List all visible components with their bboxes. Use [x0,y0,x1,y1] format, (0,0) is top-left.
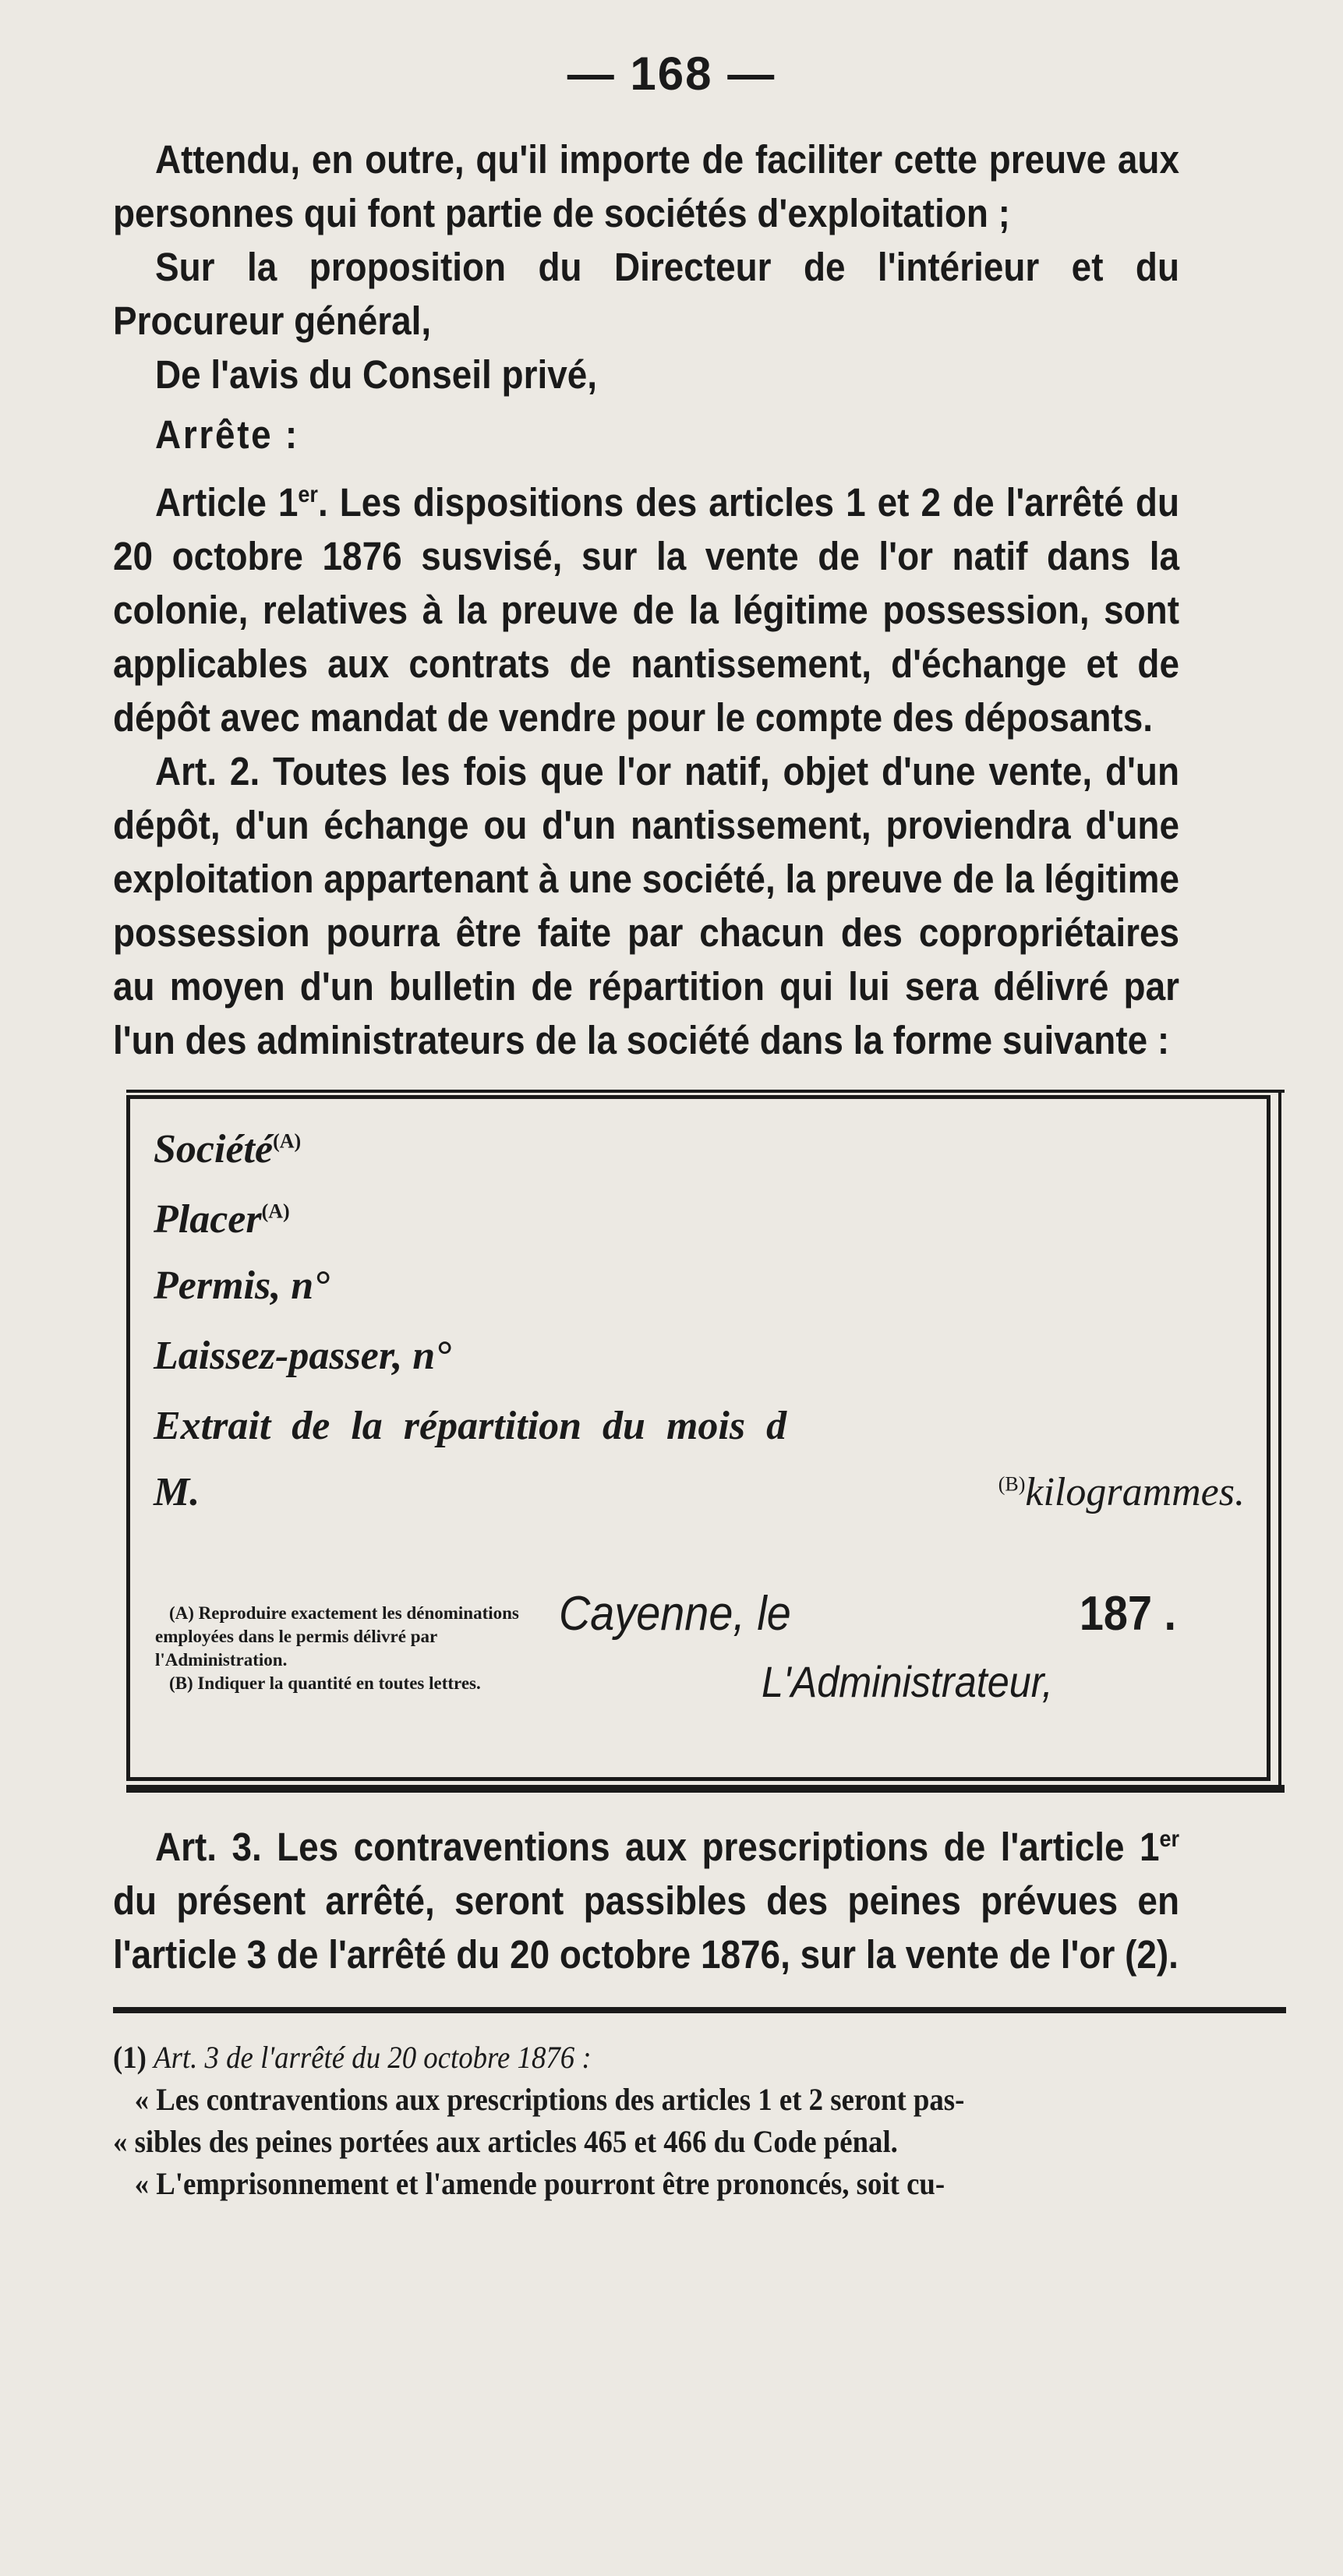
footnote-line: « Les contraventions aux prescriptions des articles 1 et 2 seront pas- [134,2082,965,2117]
article-2: Art. 2. Toutes les fois que l'or natif, objet d'une vente, d'un dépôt, d'un échange ou d'un nantissement, proviendra d'une exploitation appartenant à une société, la preuve de la légitime possession pourra être faite par chacun des copropriétaires au moyen d'un bulletin de répartition qui lui sera délivré par l'un des administrateurs de la société dans la forme suivante : [113,749,1179,1062]
decree-body [113,133,1179,1067]
footnote [113,2038,1260,2207]
form-m: M. [154,1470,200,1514]
bulletin-form [126,1095,1271,1781]
footnote-rule [113,2007,1286,2013]
form-top-rule [126,1090,1285,1093]
form-laissez-passer: Laissez-passer, n° [154,1334,451,1378]
preamble-attendu: Attendu, en outre, qu'il importe de faciliter cette preuve aux personnes qui font partie de sociétés d'exploitation ; [113,137,1179,235]
form-placer-ref: (A) [261,1200,290,1223]
form-placer: Placer$^{(A)}$ [154,1197,290,1242]
form-permis: Permis, n° [154,1263,330,1308]
article-3-block [113,1820,1179,1981]
form-year: 187 . [1079,1587,1176,1641]
article-1-sup: er [298,482,318,507]
page-number: — 168 — [567,48,776,100]
footnote-line: « sibles des peines portées aux articles 465 et 466 du Code pénal. [113,2124,898,2159]
form-societe: Société$^{(A)}$ [154,1127,302,1171]
article-3-sup: er [1159,1826,1179,1852]
preamble-avis: De l'avis du Conseil privé, [155,352,598,397]
footnote-title: Art. 3 de l'arrêté du 20 octobre 1876 : [154,2040,592,2075]
form-notes [155,1602,560,1695]
footnote-title-line [113,2038,1260,2077]
form-extrait: Extrait de la répartition du mois d [154,1404,787,1448]
arrete-heading: Arrête : [155,412,299,457]
form-bottom-rule [126,1785,1285,1793]
footnote-line: « L'emprisonnement et l'amende pourront être prononcés, soit cu- [134,2166,945,2201]
preamble-proposition: Sur la proposition du Directeur de l'intérieur et du Procureur général, [113,245,1179,343]
form-administrateur: L'Administrateur, [762,1657,1053,1706]
form-right-rule [1278,1090,1281,1793]
form-societe-ref: (A) [273,1129,302,1153]
article-3: Art. 3. Les contraventions aux prescriptions de l'article 1er du présent arrêté, seront passibles des peines prévues en l'article 3 de l'arrêté du 20 octobre 1876, sur la vente de l'or (2). [113,1825,1179,1977]
footnote-marker: (1) [113,2040,147,2075]
article-1-text: . Les dispositions des articles 1 et 2 de l'arrêté du 20 octobre 1876 susvisé, sur la vente de l'or natif dans la colonie, relatives à la preuve de la légitime possession, sont applicables aux contrats de nantissement, d'échange et de dépôt avec mandat de vendre pour le compte des déposants. [113,480,1179,740]
article-1-label: Article 1 [155,480,299,525]
form-cayenne: Cayenne, le [559,1587,791,1641]
form-place-date [559,1586,1176,1641]
form-kilogrammes: $^{(B)}$kilogrammes. [998,1470,1245,1514]
form-m-row [154,1469,1245,1515]
article-1 [113,475,1179,744]
form-kg-ref: (B) [998,1472,1026,1496]
form-note-a: (A) Reproduire exactement les dénominations employées dans le permis délivré par l'Administration. [155,1603,519,1670]
form-note-b: (B) Indiquer la quantité en toutes lettres. [169,1673,481,1693]
